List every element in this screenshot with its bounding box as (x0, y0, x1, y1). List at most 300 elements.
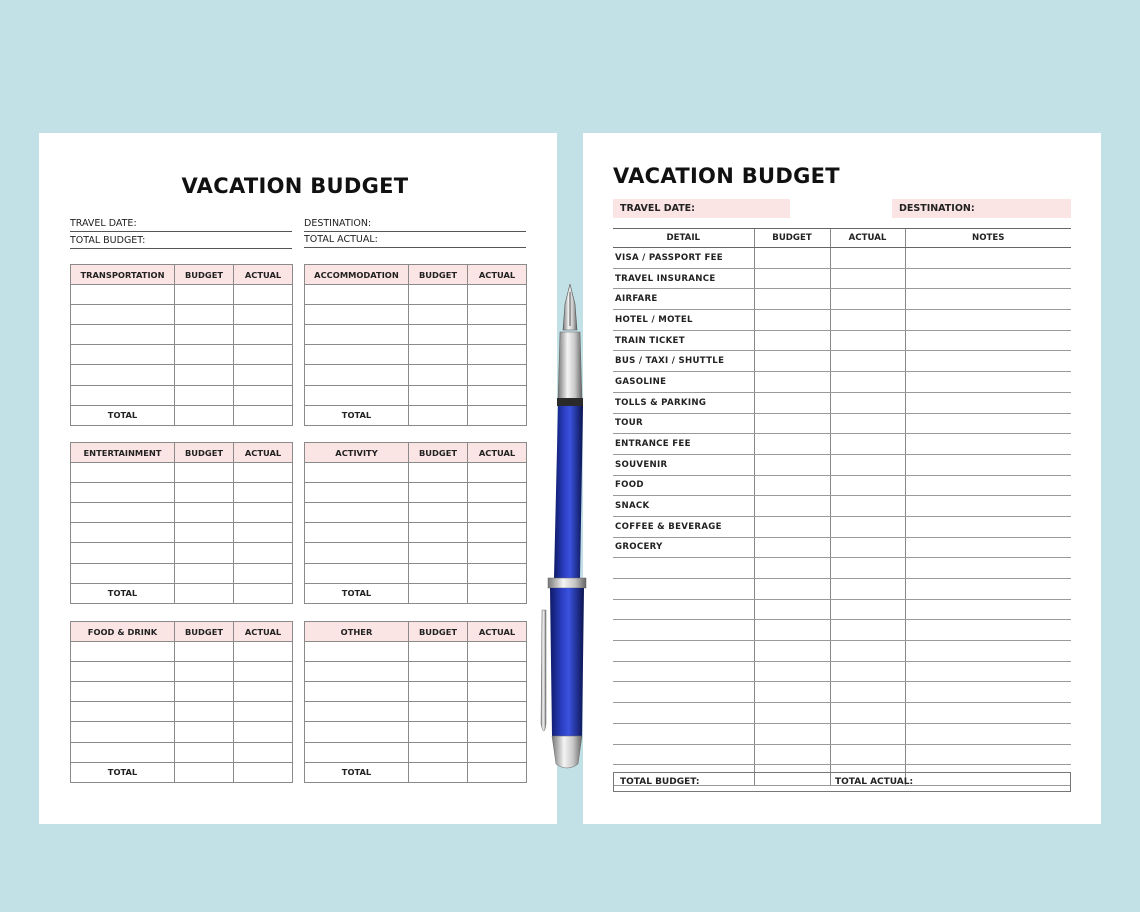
notes-cell[interactable] (905, 475, 1071, 496)
item-cell[interactable] (71, 305, 175, 325)
travel-date-label: TRAVEL DATE: (620, 203, 695, 214)
notes-cell[interactable] (905, 744, 1071, 765)
item-cell[interactable] (305, 543, 409, 563)
item-cell[interactable] (71, 563, 175, 583)
actual-cell[interactable] (468, 463, 527, 483)
item-cell[interactable] (71, 722, 175, 742)
notes-cell[interactable] (905, 516, 1071, 537)
item-cell[interactable] (305, 325, 409, 345)
notes-cell[interactable] (905, 703, 1071, 724)
total-actual-field[interactable] (304, 232, 526, 248)
actual-cell[interactable] (830, 703, 905, 724)
total-budget-cell[interactable] (409, 405, 468, 425)
budget-cell[interactable] (409, 523, 468, 543)
actual-cell[interactable] (830, 558, 905, 579)
budget-cell[interactable] (175, 722, 234, 742)
actual-cell[interactable] (830, 392, 905, 413)
item-cell[interactable] (305, 503, 409, 523)
table-row (613, 351, 1071, 372)
column-header-detail: DETAIL (613, 229, 754, 248)
actual-cell[interactable] (830, 641, 905, 662)
actual-cell[interactable] (234, 682, 293, 702)
notes-cell[interactable] (905, 330, 1071, 351)
total-actual-label: TOTAL ACTUAL: (304, 234, 378, 245)
item-cell[interactable] (71, 662, 175, 682)
budget-cell[interactable] (409, 285, 468, 305)
destination-field[interactable] (892, 199, 1071, 218)
actual-cell[interactable] (468, 682, 527, 702)
budget-cell[interactable] (175, 503, 234, 523)
budget-cell[interactable] (175, 463, 234, 483)
actual-cell[interactable] (468, 563, 527, 583)
budget-cell[interactable] (175, 682, 234, 702)
item-cell[interactable] (71, 385, 175, 405)
detail-cell[interactable] (613, 599, 754, 620)
category-table-other (304, 621, 527, 783)
actual-cell[interactable] (830, 579, 905, 600)
actual-cell[interactable] (830, 289, 905, 310)
budget-cell[interactable] (175, 543, 234, 563)
budget-cell[interactable] (175, 742, 234, 762)
budget-cell[interactable] (175, 483, 234, 503)
table-header-row (305, 443, 527, 463)
budget-cell[interactable] (754, 289, 830, 310)
actual-cell[interactable] (234, 305, 293, 325)
item-cell[interactable] (305, 483, 409, 503)
budget-cell[interactable] (175, 305, 234, 325)
table-row (71, 483, 293, 503)
budget-cell[interactable] (754, 310, 830, 331)
budget-cell[interactable] (754, 454, 830, 475)
table-row (305, 503, 527, 523)
notes-cell[interactable] (905, 434, 1071, 455)
column-header-actual: ACTUAL (234, 443, 293, 463)
destination-label: DESTINATION: (899, 203, 975, 214)
actual-cell[interactable] (830, 682, 905, 703)
actual-cell[interactable] (468, 742, 527, 762)
table-row (305, 305, 527, 325)
notes-cell[interactable] (905, 682, 1071, 703)
budget-cell[interactable] (409, 642, 468, 662)
table-row (305, 642, 527, 662)
table-row (71, 722, 293, 742)
budget-cell[interactable] (409, 682, 468, 702)
table-row (305, 563, 527, 583)
table-row (71, 325, 293, 345)
actual-cell[interactable] (234, 365, 293, 385)
budget-cell[interactable] (754, 268, 830, 289)
actual-cell[interactable] (234, 702, 293, 722)
actual-cell[interactable] (830, 248, 905, 269)
item-cell[interactable] (305, 563, 409, 583)
detail-cell[interactable]: SNACK (613, 496, 754, 517)
budget-cell[interactable] (175, 325, 234, 345)
total-label: TOTAL (305, 405, 409, 425)
actual-cell[interactable] (234, 662, 293, 682)
actual-cell[interactable] (830, 268, 905, 289)
notes-cell[interactable] (905, 413, 1071, 434)
totals-bar (613, 772, 1071, 792)
actual-cell[interactable] (234, 385, 293, 405)
budget-cell[interactable] (754, 475, 830, 496)
item-cell[interactable] (305, 365, 409, 385)
table-row (305, 463, 527, 483)
table-row (613, 454, 1071, 475)
item-cell[interactable] (305, 305, 409, 325)
budget-sheet-right (583, 133, 1101, 824)
detail-cell[interactable]: GASOLINE (613, 372, 754, 393)
total-budget-cell[interactable] (175, 583, 234, 603)
budget-cell[interactable] (754, 703, 830, 724)
table-row (71, 682, 293, 702)
notes-cell[interactable] (905, 537, 1071, 558)
destination-label: DESTINATION: (304, 218, 372, 229)
notes-cell[interactable] (905, 558, 1071, 579)
table-row (71, 742, 293, 762)
actual-cell[interactable] (468, 642, 527, 662)
budget-cell[interactable] (409, 702, 468, 722)
detail-cell[interactable]: VISA / PASSPORT FEE (613, 248, 754, 269)
actual-cell[interactable] (468, 503, 527, 523)
budget-cell[interactable] (409, 345, 468, 365)
table-header-row (305, 265, 527, 285)
budget-cell[interactable] (409, 325, 468, 345)
table-header-row (71, 265, 293, 285)
notes-cell[interactable] (905, 310, 1071, 331)
notes-cell[interactable] (905, 248, 1071, 269)
table-row (613, 434, 1071, 455)
actual-cell[interactable] (830, 454, 905, 475)
budget-cell[interactable] (754, 330, 830, 351)
detail-cell[interactable]: HOTEL / MOTEL (613, 310, 754, 331)
budget-cell[interactable] (754, 413, 830, 434)
notes-cell[interactable] (905, 268, 1071, 289)
actual-cell[interactable] (468, 523, 527, 543)
actual-cell[interactable] (830, 434, 905, 455)
item-cell[interactable] (71, 463, 175, 483)
table-row (613, 579, 1071, 600)
item-cell[interactable] (305, 345, 409, 365)
column-header-budget: BUDGET (175, 443, 234, 463)
budget-cell[interactable] (409, 365, 468, 385)
budget-cell[interactable] (409, 742, 468, 762)
notes-cell[interactable] (905, 372, 1071, 393)
table-header-row (305, 622, 527, 642)
detail-cell[interactable]: TOUR (613, 413, 754, 434)
item-cell[interactable] (71, 365, 175, 385)
budget-cell[interactable] (175, 642, 234, 662)
detail-cell[interactable]: TRAVEL INSURANCE (613, 268, 754, 289)
table-row (71, 523, 293, 543)
item-cell[interactable] (305, 385, 409, 405)
table-row (305, 742, 527, 762)
actual-cell[interactable] (468, 385, 527, 405)
detail-cell[interactable]: FOOD (613, 475, 754, 496)
detail-cell[interactable]: TRAIN TICKET (613, 330, 754, 351)
table-row (305, 285, 527, 305)
table-row (613, 723, 1071, 744)
budget-cell[interactable] (754, 661, 830, 682)
actual-cell[interactable] (468, 345, 527, 365)
table-row (613, 310, 1071, 331)
item-cell[interactable] (71, 345, 175, 365)
detail-cell[interactable] (613, 703, 754, 724)
budget-cell[interactable] (754, 682, 830, 703)
actual-cell[interactable] (234, 325, 293, 345)
category-name: ACCOMMODATION (305, 265, 409, 285)
item-cell[interactable] (71, 285, 175, 305)
budget-cell[interactable] (754, 516, 830, 537)
budget-cell[interactable] (754, 248, 830, 269)
destination-field[interactable] (304, 216, 526, 232)
actual-cell[interactable] (830, 537, 905, 558)
column-header-budget: BUDGET (754, 229, 830, 248)
notes-cell[interactable] (905, 496, 1071, 517)
notes-cell[interactable] (905, 620, 1071, 641)
detail-cell[interactable] (613, 620, 754, 641)
budget-cell[interactable] (175, 385, 234, 405)
budget-cell[interactable] (409, 463, 468, 483)
notes-cell[interactable] (905, 289, 1071, 310)
table-row (613, 496, 1071, 517)
budget-cell[interactable] (754, 579, 830, 600)
budget-cell[interactable] (175, 345, 234, 365)
actual-cell[interactable] (830, 496, 905, 517)
budget-cell[interactable] (175, 523, 234, 543)
travel-date-field[interactable] (70, 216, 292, 232)
notes-cell[interactable] (905, 351, 1071, 372)
actual-cell[interactable] (830, 330, 905, 351)
budget-sheet-left (39, 133, 557, 824)
table-row (305, 722, 527, 742)
notes-cell[interactable] (905, 641, 1071, 662)
budget-cell[interactable] (409, 543, 468, 563)
detail-cell[interactable] (613, 723, 754, 744)
notes-cell[interactable] (905, 454, 1071, 475)
budget-cell[interactable] (754, 434, 830, 455)
total-row (305, 405, 527, 425)
travel-date-field[interactable] (613, 199, 790, 218)
actual-cell[interactable] (468, 305, 527, 325)
notes-cell[interactable] (905, 599, 1071, 620)
actual-cell[interactable] (234, 722, 293, 742)
table-row (613, 413, 1071, 434)
column-header-budget: BUDGET (175, 265, 234, 285)
actual-cell[interactable] (468, 722, 527, 742)
actual-cell[interactable] (468, 365, 527, 385)
budget-cell[interactable] (409, 563, 468, 583)
actual-cell[interactable] (234, 463, 293, 483)
total-row (71, 762, 293, 782)
budget-cell[interactable] (175, 662, 234, 682)
item-cell[interactable] (305, 523, 409, 543)
budget-cell[interactable] (754, 537, 830, 558)
table-row (613, 558, 1071, 579)
column-header-actual: ACTUAL (830, 229, 905, 248)
item-cell[interactable] (71, 523, 175, 543)
detail-cell[interactable] (613, 579, 754, 600)
total-budget-cell[interactable] (409, 583, 468, 603)
total-actual-cell[interactable] (234, 762, 293, 782)
budget-cell[interactable] (175, 365, 234, 385)
item-cell[interactable] (305, 682, 409, 702)
detail-cell[interactable] (613, 661, 754, 682)
budget-cell[interactable] (409, 722, 468, 742)
item-cell[interactable] (305, 722, 409, 742)
item-cell[interactable] (71, 503, 175, 523)
detail-cell[interactable]: GROCERY (613, 537, 754, 558)
actual-cell[interactable] (468, 543, 527, 563)
detail-cell[interactable]: TOLLS & PARKING (613, 392, 754, 413)
total-budget-field[interactable] (70, 233, 292, 249)
item-cell[interactable] (305, 742, 409, 762)
item-cell[interactable] (305, 463, 409, 483)
item-cell[interactable] (71, 483, 175, 503)
detail-cell[interactable]: COFFEE & BEVERAGE (613, 516, 754, 537)
category-name: ACTIVITY (305, 443, 409, 463)
table-row (71, 642, 293, 662)
actual-cell[interactable] (468, 662, 527, 682)
detail-cell[interactable]: AIRFARE (613, 289, 754, 310)
item-cell[interactable] (71, 543, 175, 563)
total-actual-cell[interactable] (468, 583, 527, 603)
actual-cell[interactable] (830, 351, 905, 372)
item-cell[interactable] (71, 642, 175, 662)
total-budget-label: TOTAL BUDGET: (70, 235, 146, 246)
total-actual-cell[interactable] (234, 405, 293, 425)
budget-cell[interactable] (409, 385, 468, 405)
budget-cell[interactable] (754, 744, 830, 765)
actual-cell[interactable] (830, 475, 905, 496)
budget-cell[interactable] (409, 483, 468, 503)
table-row (71, 345, 293, 365)
actual-cell[interactable] (830, 413, 905, 434)
budget-cell[interactable] (754, 723, 830, 744)
budget-cell[interactable] (175, 563, 234, 583)
actual-cell[interactable] (830, 723, 905, 744)
table-row (613, 682, 1071, 703)
notes-cell[interactable] (905, 579, 1071, 600)
actual-cell[interactable] (234, 285, 293, 305)
detail-cell[interactable]: ENTRANCE FEE (613, 434, 754, 455)
budget-cell[interactable] (754, 599, 830, 620)
detail-cell[interactable]: BUS / TAXI / SHUTTLE (613, 351, 754, 372)
total-actual-cell[interactable] (468, 405, 527, 425)
table-row (71, 385, 293, 405)
table-header-row (71, 443, 293, 463)
budget-cell[interactable] (754, 558, 830, 579)
budget-cell[interactable] (754, 620, 830, 641)
detail-cell[interactable]: SOUVENIR (613, 454, 754, 475)
budget-cell[interactable] (754, 372, 830, 393)
budget-cell[interactable] (175, 702, 234, 722)
actual-cell[interactable] (468, 483, 527, 503)
item-cell[interactable] (71, 702, 175, 722)
actual-cell[interactable] (234, 563, 293, 583)
item-cell[interactable] (71, 682, 175, 702)
item-cell[interactable] (71, 325, 175, 345)
table-header-row (71, 622, 293, 642)
actual-cell[interactable] (234, 503, 293, 523)
item-cell[interactable] (305, 662, 409, 682)
actual-cell[interactable] (468, 325, 527, 345)
actual-cell[interactable] (234, 345, 293, 365)
total-actual-cell[interactable] (234, 583, 293, 603)
actual-cell[interactable] (830, 661, 905, 682)
table-row (305, 483, 527, 503)
total-budget-cell[interactable] (409, 762, 468, 782)
detail-cell[interactable] (613, 744, 754, 765)
item-cell[interactable] (305, 642, 409, 662)
actual-cell[interactable] (468, 702, 527, 722)
item-cell[interactable] (305, 285, 409, 305)
category-table-activity (304, 442, 527, 604)
budget-cell[interactable] (754, 392, 830, 413)
table-row (613, 289, 1071, 310)
column-header-actual: ACTUAL (234, 265, 293, 285)
actual-cell[interactable] (830, 599, 905, 620)
table-row (613, 516, 1071, 537)
actual-cell[interactable] (234, 543, 293, 563)
budget-cell[interactable] (754, 641, 830, 662)
table-row (305, 325, 527, 345)
column-header-budget: BUDGET (409, 443, 468, 463)
detail-cell[interactable] (613, 558, 754, 579)
actual-cell[interactable] (830, 372, 905, 393)
table-row (71, 563, 293, 583)
detail-cell[interactable] (613, 641, 754, 662)
page-title: VACATION BUDGET (181, 174, 409, 198)
budget-cell[interactable] (754, 496, 830, 517)
budget-cell[interactable] (409, 305, 468, 325)
actual-cell[interactable] (234, 483, 293, 503)
table-row (613, 372, 1071, 393)
budget-cell[interactable] (409, 503, 468, 523)
actual-cell[interactable] (830, 620, 905, 641)
budget-cell[interactable] (175, 285, 234, 305)
total-label: TOTAL (305, 762, 409, 782)
total-budget-cell[interactable] (175, 405, 234, 425)
total-label: TOTAL (71, 405, 175, 425)
actual-cell[interactable] (830, 744, 905, 765)
budget-cell[interactable] (754, 351, 830, 372)
category-name: TRANSPORTATION (71, 265, 175, 285)
actual-cell[interactable] (234, 523, 293, 543)
notes-cell[interactable] (905, 661, 1071, 682)
detail-cell[interactable] (613, 682, 754, 703)
actual-cell[interactable] (830, 516, 905, 537)
actual-cell[interactable] (234, 642, 293, 662)
item-cell[interactable] (71, 742, 175, 762)
table-row (613, 703, 1071, 724)
table-row (613, 661, 1071, 682)
actual-cell[interactable] (830, 310, 905, 331)
actual-cell[interactable] (234, 742, 293, 762)
column-header-actual: ACTUAL (468, 443, 527, 463)
budget-cell[interactable] (409, 662, 468, 682)
notes-cell[interactable] (905, 392, 1071, 413)
total-budget-cell[interactable] (175, 762, 234, 782)
total-actual-cell[interactable] (468, 762, 527, 782)
table-row (613, 475, 1071, 496)
category-table-transportation (70, 264, 293, 426)
table-row (71, 463, 293, 483)
notes-cell[interactable] (905, 723, 1071, 744)
actual-cell[interactable] (468, 285, 527, 305)
total-label: TOTAL (71, 762, 175, 782)
item-cell[interactable] (305, 702, 409, 722)
column-header-actual: ACTUAL (234, 622, 293, 642)
